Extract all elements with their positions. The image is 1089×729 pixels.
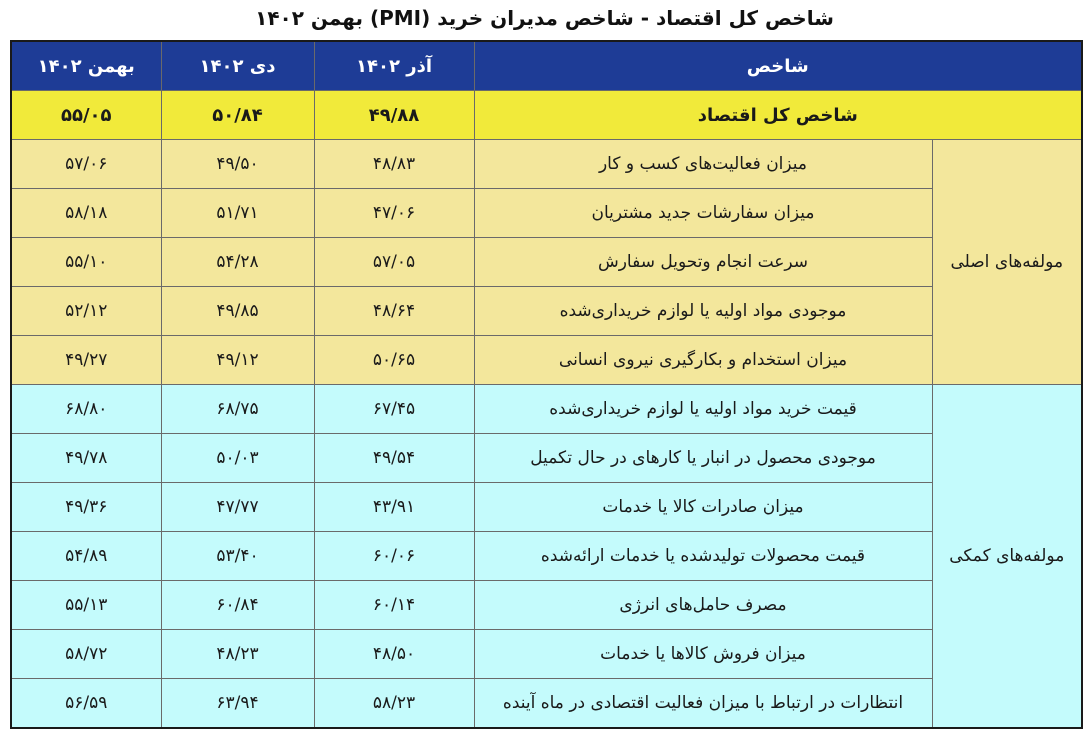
total-row [11,91,1082,140]
row-bahman: ۵۴/۸۹ [11,532,161,581]
row-dey: ۴۷/۷۷ [161,483,314,532]
row-azar: ۶۷/۴۵ [314,385,474,434]
row-name: میزان فعالیت‌های کسب و کار [474,140,932,189]
table-row [11,630,1082,679]
row-azar: ۵۷/۰۵ [314,238,474,287]
row-azar: ۴۸/۸۳ [314,140,474,189]
row-name: سرعت انجام وتحویل سفارش [474,238,932,287]
table-row [11,434,1082,483]
table-row [11,140,1082,189]
row-dey: ۵۴/۲۸ [161,238,314,287]
table-row [11,385,1082,434]
row-name: قیمت خرید مواد اولیه یا لوازم خریداری‌شده [474,385,932,434]
row-name: میزان فروش کالاها یا خدمات [474,630,932,679]
row-bahman: ۴۹/۷۸ [11,434,161,483]
row-bahman: ۴۹/۲۷ [11,336,161,385]
header-index: شاخص [474,41,1082,91]
row-dey: ۴۸/۲۳ [161,630,314,679]
row-azar: ۵۰/۶۵ [314,336,474,385]
row-dey: ۴۹/۱۲ [161,336,314,385]
row-dey: ۴۹/۸۵ [161,287,314,336]
row-azar: ۴۹/۵۴ [314,434,474,483]
row-azar: ۶۰/۱۴ [314,581,474,630]
row-bahman: ۵۲/۱۲ [11,287,161,336]
table-row [11,581,1082,630]
page-title: شاخص کل اقتصاد - شاخص مدیران خرید (PMI) بهمن ۱۴۰۲ [255,6,834,30]
group-label-main: مولفه‌های اصلی [932,140,1082,385]
total-dey: ۵۰/۸۴ [161,91,314,140]
table-row [11,483,1082,532]
row-dey: ۴۹/۵۰ [161,140,314,189]
row-azar: ۵۸/۲۳ [314,679,474,729]
row-name: موجودی مواد اولیه یا لوازم خریداری‌شده [474,287,932,336]
header-dey: دی ۱۴۰۲ [161,41,314,91]
row-name: قیمت محصولات تولیدشده یا خدمات ارائه‌شده [474,532,932,581]
table-row [11,532,1082,581]
row-dey: ۵۰/۰۳ [161,434,314,483]
total-azar: ۴۹/۸۸ [314,91,474,140]
row-dey: ۵۱/۷۱ [161,189,314,238]
table-row [11,287,1082,336]
total-bahman: ۵۵/۰۵ [11,91,161,140]
table-row [11,679,1082,729]
row-azar: ۴۸/۵۰ [314,630,474,679]
row-dey: ۶۳/۹۴ [161,679,314,729]
header-azar: آذر ۱۴۰۲ [314,41,474,91]
row-dey: ۶۰/۸۴ [161,581,314,630]
row-bahman: ۵۸/۱۸ [11,189,161,238]
row-dey: ۶۸/۷۵ [161,385,314,434]
row-name: مصرف حامل‌های انرژی [474,581,932,630]
row-bahman: ۵۸/۷۲ [11,630,161,679]
header-row [11,41,1082,91]
table-row [11,336,1082,385]
table-row [11,238,1082,287]
row-dey: ۵۳/۴۰ [161,532,314,581]
table-row [11,189,1082,238]
header-bahman: بهمن ۱۴۰۲ [11,41,161,91]
row-bahman: ۵۵/۱۰ [11,238,161,287]
row-name: میزان سفارشات جدید مشتریان [474,189,932,238]
row-name: موجودی محصول در انبار یا کارهای در حال تکمیل [474,434,932,483]
row-name: میزان استخدام و بکارگیری نیروی انسانی [474,336,932,385]
row-bahman: ۵۷/۰۶ [11,140,161,189]
total-name: شاخص کل اقتصاد [474,91,1082,140]
row-bahman: ۴۹/۳۶ [11,483,161,532]
row-name: انتظارات در ارتباط با میزان فعالیت اقتصادی در ماه آینده [474,679,932,729]
pmi-table [10,40,1083,729]
row-azar: ۶۰/۰۶ [314,532,474,581]
row-azar: ۴۸/۶۴ [314,287,474,336]
group-label-aux: مولفه‌های کمکی [932,385,1082,729]
row-name: میزان صادرات کالا یا خدمات [474,483,932,532]
row-azar: ۴۳/۹۱ [314,483,474,532]
row-bahman: ۵۵/۱۳ [11,581,161,630]
row-azar: ۴۷/۰۶ [314,189,474,238]
row-bahman: ۶۸/۸۰ [11,385,161,434]
row-bahman: ۵۶/۵۹ [11,679,161,729]
